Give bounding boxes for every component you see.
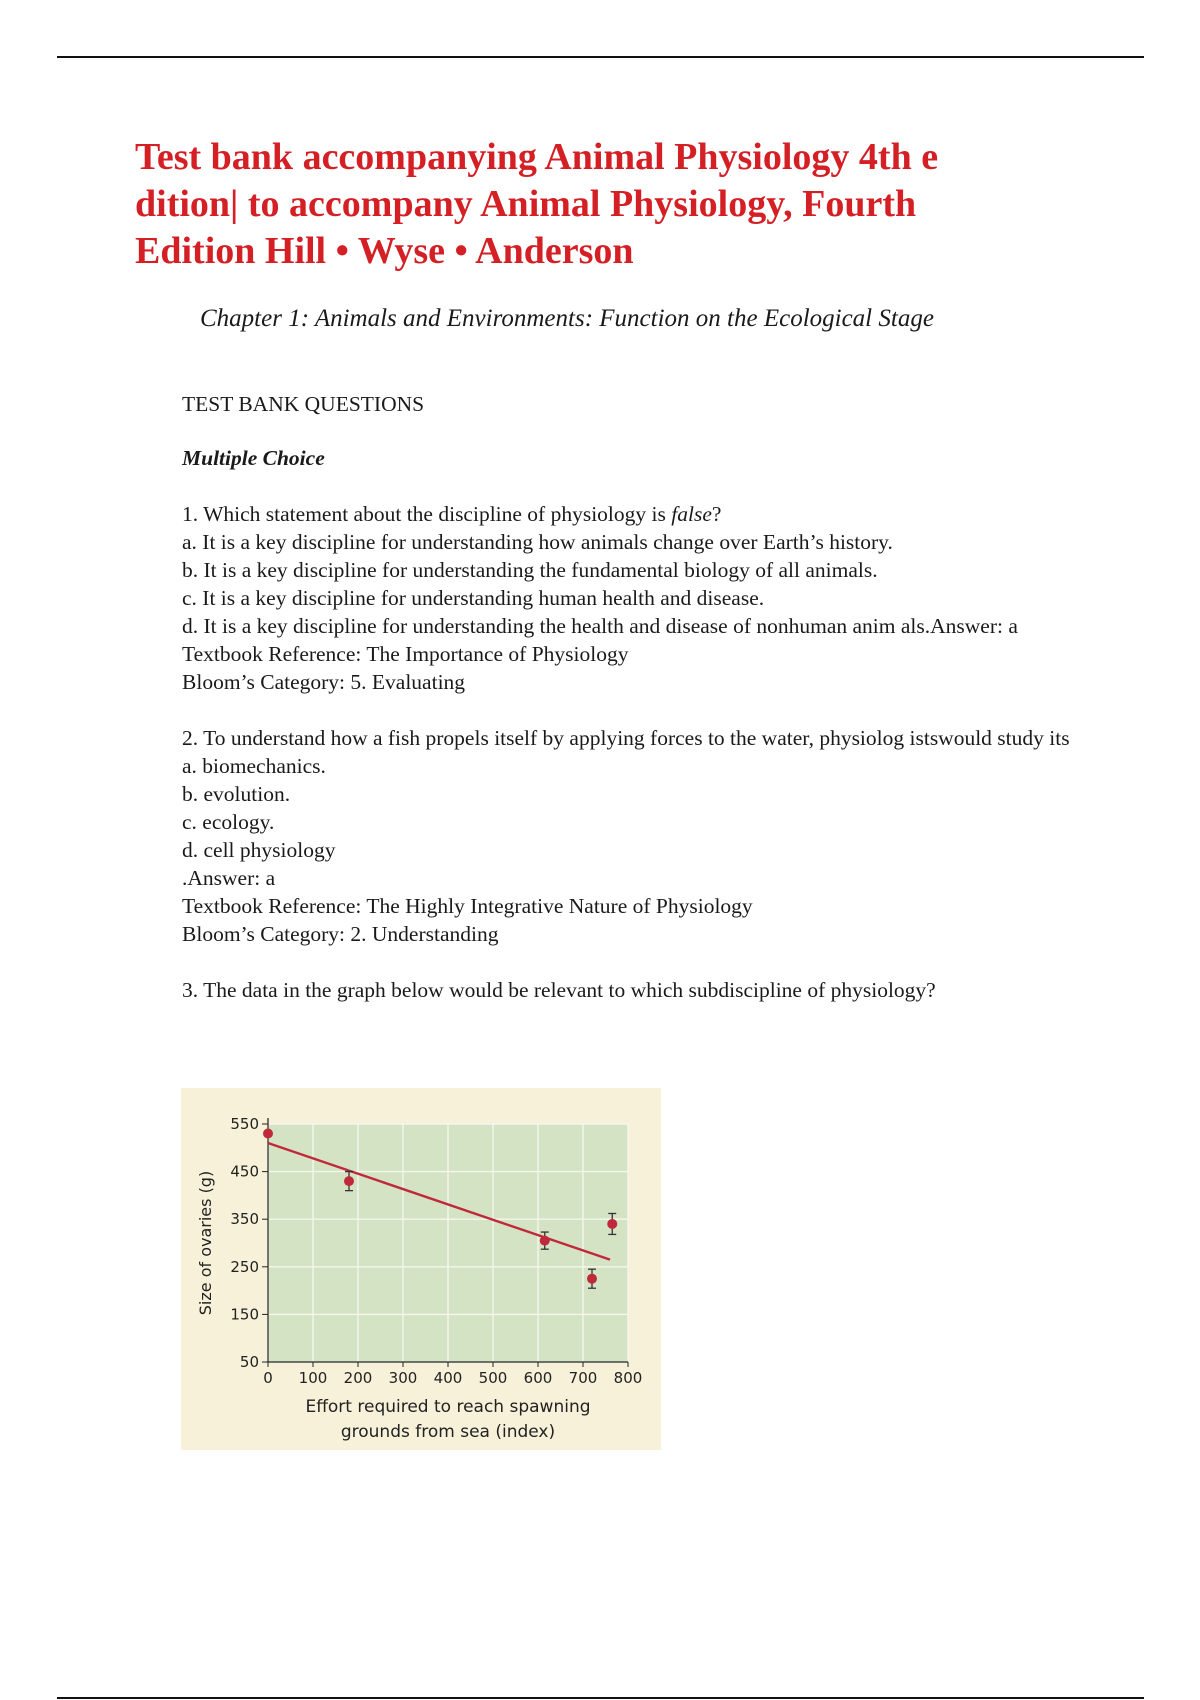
option-a: a. biomechanics. xyxy=(182,754,326,778)
textbook-reference: Textbook Reference: The Highly Integrative Nature of Physiology xyxy=(182,894,753,918)
x-tick-label: 100 xyxy=(298,1369,328,1387)
option-d: d. cell physiology xyxy=(182,838,336,862)
x-tick-label: 400 xyxy=(433,1369,463,1387)
option-c: c. It is a key discipline for understanding human health and disease. xyxy=(182,586,765,610)
y-tick-label: 150 xyxy=(230,1305,259,1324)
top-rule xyxy=(57,56,1144,58)
chapter-title: Chapter 1: Animals and Environments: Function on the Ecological Stage xyxy=(200,305,934,332)
data-point xyxy=(344,1176,354,1186)
data-point xyxy=(540,1236,550,1246)
y-tick-label: 550 xyxy=(230,1115,259,1133)
emphasis: false xyxy=(671,502,712,526)
x-tick-label: 700 xyxy=(568,1369,598,1387)
option-b: b. evolution. xyxy=(182,782,291,806)
option-c: c. ecology. xyxy=(182,810,275,834)
x-tick-label: 300 xyxy=(388,1369,418,1387)
question-3 xyxy=(182,976,1072,1004)
x-axis-label-line-2: grounds from sea (index) xyxy=(340,1422,556,1442)
textbook-reference: Textbook Reference: The Importance of Physiology xyxy=(182,642,629,666)
ovary-effort-figure xyxy=(181,1088,661,1450)
data-point xyxy=(263,1129,273,1139)
y-tick-label: 50 xyxy=(239,1353,259,1371)
blooms-category: Bloom’s Category: 2. Understanding xyxy=(182,922,499,946)
x-tick-label: 800 xyxy=(613,1369,643,1387)
y-tick-label: 250 xyxy=(230,1257,259,1276)
section-heading: TEST BANK QUESTIONS xyxy=(182,392,425,416)
answer: .Answer: a xyxy=(182,866,276,890)
question-stem: 3. The data in the graph below would be relevant to which subdiscipline of physiology? xyxy=(182,978,936,1002)
scatter-chart xyxy=(181,1088,661,1450)
option-b: b. It is a key discipline for understanding the fundamental biology of all animals. xyxy=(182,558,878,582)
data-point xyxy=(607,1219,617,1229)
question-stem: 1. Which statement about the discipline of physiology is false? xyxy=(182,502,722,526)
question-2 xyxy=(182,724,1072,948)
x-tick-label: 500 xyxy=(478,1369,508,1387)
option-d: d. It is a key discipline for understanding the health and disease of nonhuman anim als.Answer: a xyxy=(182,614,1018,638)
data-point xyxy=(587,1274,597,1284)
x-axis-label-line-1: Effort required to reach spawning xyxy=(305,1397,591,1417)
y-tick-label: 450 xyxy=(230,1162,259,1181)
x-tick-label: 200 xyxy=(343,1369,373,1387)
bottom-rule xyxy=(57,1697,1144,1699)
question-1 xyxy=(182,500,1072,696)
y-tick-label: 350 xyxy=(230,1210,259,1229)
document-title: Test bank accompanying Animal Physiology 4th e dition| to accompany Animal Physiology, Fourth Edition Hill • Wyse • Anderson xyxy=(135,136,939,272)
section-subheading: Multiple Choice xyxy=(182,446,325,470)
x-tick-label: 600 xyxy=(523,1369,553,1387)
x-tick-label: 0 xyxy=(263,1369,273,1387)
question-content xyxy=(182,390,1072,1032)
option-a: a. It is a key discipline for understanding how animals change over Earth’s history. xyxy=(182,530,893,554)
blooms-category: Bloom’s Category: 5. Evaluating xyxy=(182,670,466,694)
y-axis-label: Size of ovaries (g) xyxy=(196,1170,215,1316)
question-stem: 2. To understand how a fish propels itself by applying forces to the water, physiolog istswould study its xyxy=(182,726,1070,750)
